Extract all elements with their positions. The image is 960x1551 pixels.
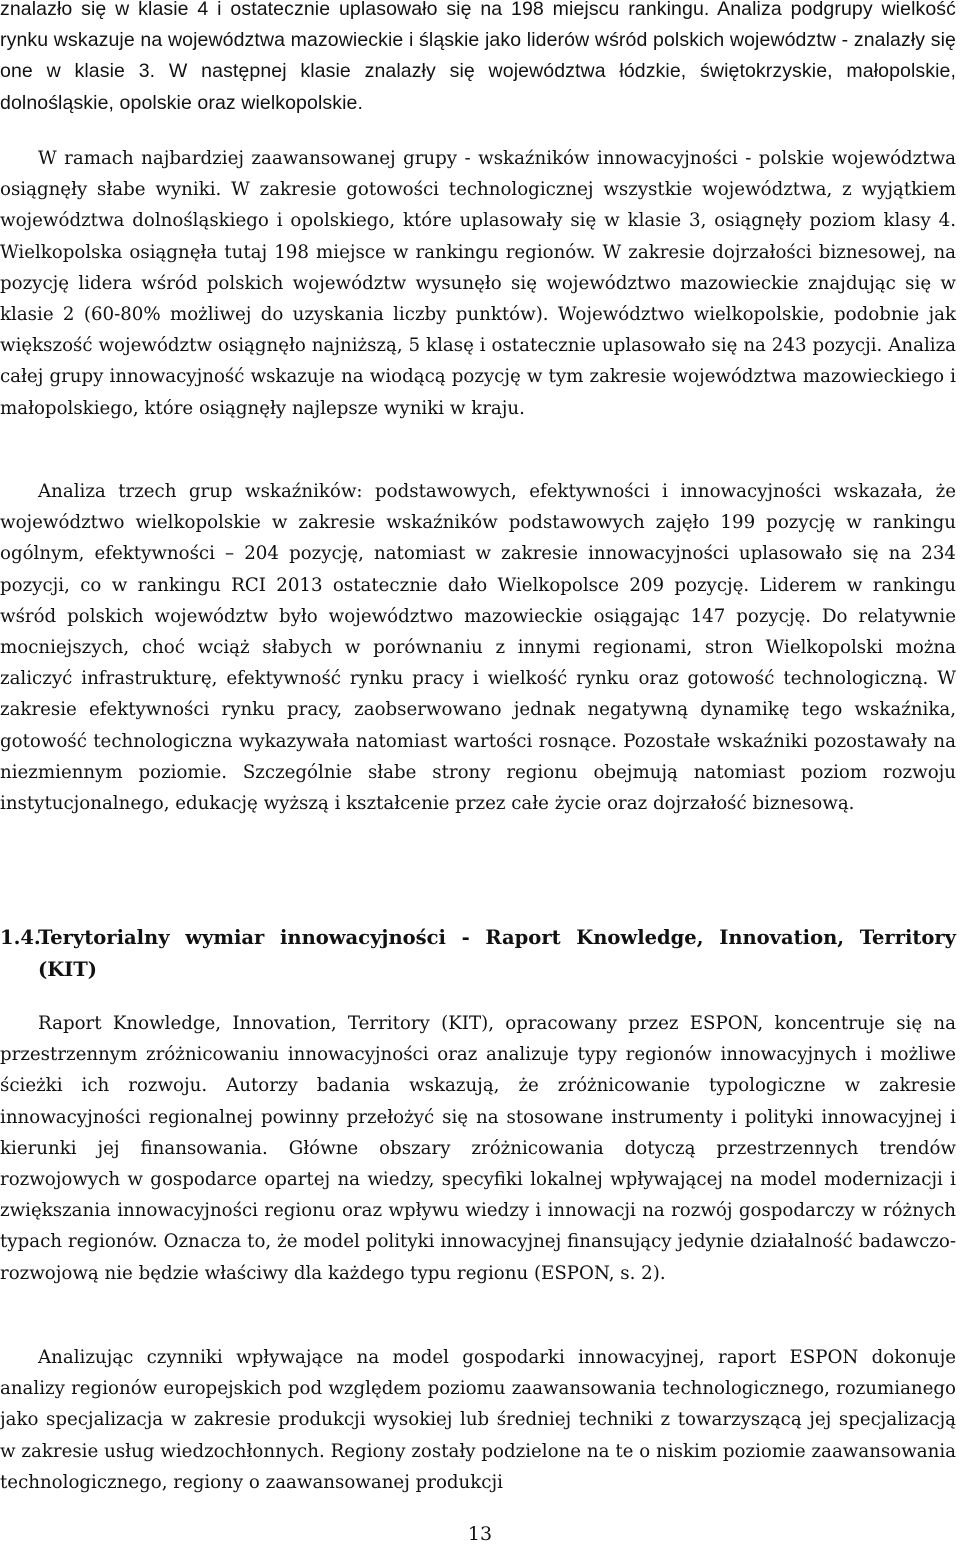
section-number: 1.4. xyxy=(0,926,41,949)
paragraph-1: znalazło się w klasie 4 i ostatecznie uplasowało się na 198 miejscu rankingu. Analiza podgrupy wielkość rynku wskazuje na województwa mazowieckie i śląskie jako liderów wśród polskich województw - znalazły się one w klasie 3. W następnej klasie znalazły się województwa łódzkie, świętokrzyskie, małopolskie, dolnośląskie, opolskie oraz wielkopolskie. xyxy=(0,0,956,114)
section-title: Terytorialny wymiar innowacyjności - Raport Knowledge, Innovation, Territory (KIT) xyxy=(38,926,956,981)
paragraph-2: W ramach najbardziej zaawansowanej grupy - wskaźników innowacyjności - polskie województwa osiągnęły słabe wyniki. W zakresie gotowości technologicznej wszystkie województwa, z wyjątkiem województwa dolnośląskiego i opolskiego, które uplasowały się w klasie 3, osiągnęły poziom klasy 4. Wielkopolska osiągnęła tutaj 198 miejsce w rankingu regionów. W zakresie dojrzałości biznesowej, na pozycję lidera wśród polskich województw wysunęło się województwo mazowieckie znajdując się w klasie 2 (60-80% możliwej do uzyskania liczby punktów). Województwo wielkopolskie, podobnie jak większość województw osiągnęło najniższą, 5 klasę i ostatecznie uplasowało się na 243 pozycji. Analiza całej grupy innowacyjność wskazuje na wiodącą pozycję w tym zakresie województwa mazowieckiego i małopolskiego, które osiągnęły najlepsze wyniki w kraju. xyxy=(0,148,956,419)
paragraph-4: Raport Knowledge, Innovation, Territory (KIT), opracowany przez ESPON, koncentruje się na przestrzennym zróżnicowaniu innowacyjności oraz analizuje typy regionów innowacyjnych i możliwe ścieżki ich rozwoju. Autorzy badania wskazują, że zróżnicowanie typologiczne w zakresie innowacyjności regionalnej powinny przełożyć się na stosowane instrumenty i polityki innowacyjnej i kierunki jej finansowania. Główne obszary zróżnicowania dotyczą przestrzennych trendów rozwojowych w gospodarce opartej na wiedzy, specyfiki lokalnej wpływającej na model modernizacji i zwiększania innowacyjności regionu oraz wpływu wiedzy i innowacji na rozwój gospodarczy w różnych typach regionów. Oznacza to, że model polityki innowacyjnej finansujący jedynie działalność badawczo-rozwojową nie będzie właściwy dla każdego typu regionu (ESPON, s. 2). xyxy=(0,1013,956,1284)
paragraph-5: Analizując czynniki wpływające na model gospodarki innowacyjnej, raport ESPON dokonuje analizy regionów europejskich pod względem poziomu zaawansowania technologicznego, rozumianego jako specjalizacja w zakresie produkcji wysokiej lub średniej techniki z towarzyszącą jej specjalizacją w zakresie usług wiedzochłonnych. Regiony zostały podzielone na te o niskim poziomie zaawansowania technologicznego, regiony o zaawansowanej produkcji xyxy=(0,1347,956,1493)
page-number: 13 xyxy=(467,1523,493,1545)
paragraph-3: Analiza trzech grup wskaźników: podstawowych, efektywności i innowacyjności wskazała, że województwo wielkopolskie w zakresie wskaźników podstawowych zajęło 199 pozycję w rankingu ogólnym, efektywności – 204 pozycję, natomiast w zakresie innowacyjności uplasowało się na 234 pozycji, co w rankingu RCI 2013 ostatecznie dało Wielkopolsce 209 pozycję. Liderem w rankingu wśród polskich województw było województwo mazowieckie osiągając 147 pozycję. Do relatywnie mocniejszych, choć wciąż słabych w porównaniu z innymi regionami, stron Wielkopolski można zaliczyć infrastrukturę, efektywność rynku pracy i wielkość rynku oraz gotowość technologiczną. W zakresie efektywności rynku pracy, zaobserwowano jednak negatywną dynamikę tego wskaźnika, gotowość technologiczna wykazywała natomiast wartości rosnące. Pozostałe wskaźniki pozostawały na niezmiennym poziomie. Szczególnie słabe strony regionu obejmują natomiast poziom rozwoju instytucjonalnego, edukację wyższą i kształcenie przez całe życie oraz dojrzałość biznesową. xyxy=(0,481,956,815)
